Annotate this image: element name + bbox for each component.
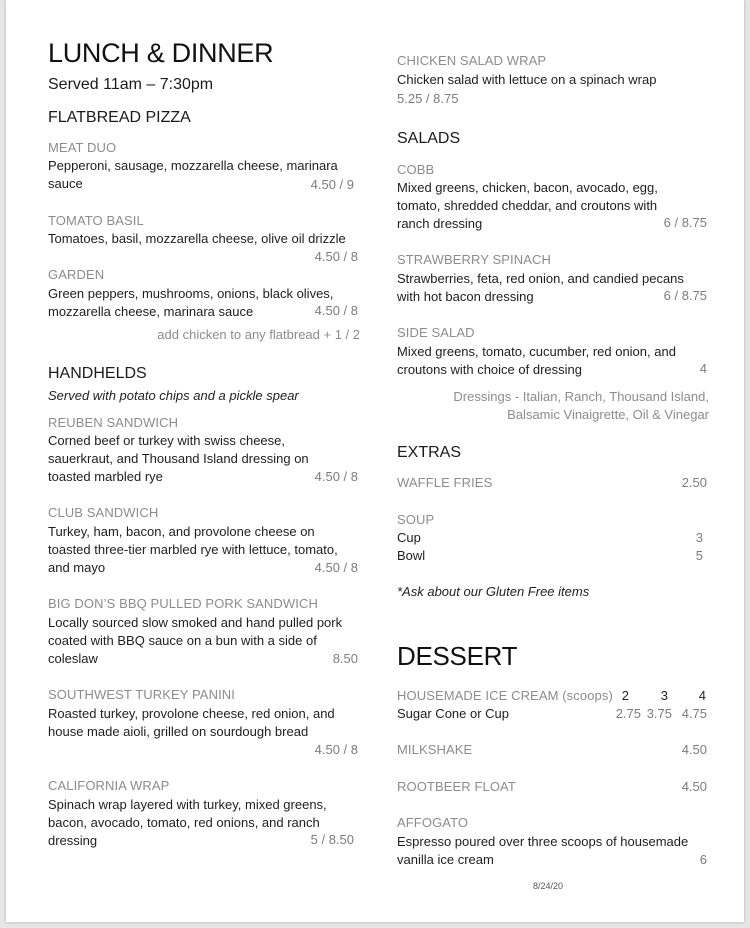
strawberry-desc: Strawberries, feta, red onion, and candied pecans with hot bacon dressing	[397, 271, 684, 304]
dessert-heading: DESSERT	[397, 641, 518, 671]
cobb-price: 6 / 8.75	[663, 215, 707, 230]
rootbeer-price: 4.50	[681, 779, 707, 794]
club-name: CLUB SANDWICH	[48, 505, 159, 520]
tomato-basil-price: 4.50 / 8	[314, 249, 358, 264]
bbq-desc: Locally sourced slow smoked and hand pulled pork coated with BBQ sauce on a bun with a side of coleslaw	[48, 615, 343, 666]
ice-cream-price-2: 2.75	[615, 706, 641, 721]
garden-desc: Green peppers, mushrooms, onions, black olives, mozzarella cheese, marinara sauce	[48, 286, 334, 319]
chicken-wrap-name: CHICKEN SALAD WRAP	[397, 53, 547, 68]
bbq-price: 8.50	[332, 651, 358, 666]
waffle-fries-name: WAFFLE FRIES	[397, 475, 493, 490]
dressings-line-1: Dressings - Italian, Ranch, Thousand Island,	[453, 389, 709, 404]
soup-bowl-price: 5	[695, 548, 703, 563]
soup-name: SOUP	[397, 512, 435, 527]
reuben-price: 4.50 / 8	[314, 469, 358, 484]
menu-date: 8/24/20	[533, 881, 564, 891]
handhelds-heading: HANDHELDS	[48, 365, 147, 382]
panini-price: 4.50 / 8	[314, 742, 358, 757]
reuben-name: REUBEN SANDWICH	[48, 415, 179, 430]
meat-duo-desc: Pepperoni, sausage, mozzarella cheese, marinara sauce	[48, 158, 338, 191]
side-salad-name: SIDE SALAD	[397, 325, 475, 340]
side-salad-price: 4	[699, 361, 707, 376]
affogato-price: 6	[699, 852, 707, 867]
tomato-basil-name: TOMATO BASIL	[48, 213, 144, 228]
dressings-line-2: Balsamic Vinaigrette, Oil & Vinegar	[507, 407, 709, 422]
garden-price: 4.50 / 8	[314, 303, 358, 318]
ice-cream-sub: Sugar Cone or Cup	[397, 706, 510, 721]
waffle-fries-price: 2.50	[681, 475, 707, 490]
california-name: CALIFORNIA WRAP	[48, 778, 170, 793]
garden-name: GARDEN	[48, 267, 105, 282]
cobb-desc: Mixed greens, chicken, bacon, avocado, egg, tomato, shredded cheddar, and croutons with ranch dressing	[397, 180, 658, 231]
add-chicken-note: add chicken to any flatbread + 1 / 2	[157, 327, 360, 342]
bbq-name: BIG DON’S BBQ PULLED PORK SANDWICH	[48, 596, 318, 611]
meat-duo-price: 4.50 / 9	[310, 177, 354, 192]
panini-name: SOUTHWEST TURKEY PANINI	[48, 687, 235, 702]
affogato-name: AFFOGATO	[397, 815, 469, 830]
soup-cup-label: Cup	[397, 530, 421, 545]
ice-cream-scoops-4: 4	[698, 688, 706, 703]
rootbeer-name: ROOTBEER FLOAT	[397, 779, 516, 794]
extras-heading: EXTRAS	[397, 444, 462, 461]
reuben-desc: Corned beef or turkey with swiss cheese, sauerkraut, and Thousand Island dressing on toasted marbled rye	[48, 433, 309, 484]
lunch-dinner-title: LUNCH & DINNER	[48, 38, 274, 68]
panini-desc: Roasted turkey, provolone cheese, red onion, and house made aioli, grilled on sourdough bread	[48, 706, 335, 739]
california-price: 5 / 8.50	[310, 832, 354, 847]
meat-duo-name: MEAT DUO	[48, 140, 117, 155]
ice-cream-scoops-2: 2	[621, 688, 629, 703]
club-price: 4.50 / 8	[314, 560, 358, 575]
soup-bowl-label: Bowl	[397, 548, 426, 563]
soup-cup-price: 3	[695, 530, 703, 545]
gluten-free-note: *Ask about our Gluten Free items	[397, 584, 590, 599]
milkshake-name: MILKSHAKE	[397, 742, 473, 757]
salads-heading: SALADS	[397, 130, 461, 147]
tomato-basil-desc: Tomatoes, basil, mozzarella cheese, olive oil drizzle	[48, 231, 346, 246]
served-hours: Served 11am – 7:30pm	[48, 76, 214, 93]
strawberry-price: 6 / 8.75	[663, 288, 707, 303]
california-desc: Spinach wrap layered with turkey, mixed greens, bacon, avocado, tomato, red onions, and ranch dressing	[48, 797, 327, 848]
cobb-name: COBB	[397, 162, 435, 177]
affogato-desc: Espresso poured over three scoops of housemade vanilla ice cream	[397, 834, 689, 867]
ice-cream-price-4: 4.75	[681, 706, 707, 721]
club-desc: Turkey, ham, bacon, and provolone cheese on toasted three-tier marbled rye with lettuce, tomato, and mayo	[48, 524, 338, 575]
chicken-wrap-price: 5.25 / 8.75	[397, 91, 459, 106]
chicken-wrap-desc: Chicken salad with lettuce on a spinach wrap	[397, 72, 657, 87]
strawberry-name: STRAWBERRY SPINACH	[397, 252, 551, 267]
ice-cream-price-3: 3.75	[646, 706, 672, 721]
handhelds-note: Served with potato chips and a pickle spear	[48, 388, 299, 403]
flatbread-heading: FLATBREAD PIZZA	[48, 109, 191, 126]
menu-sheet	[6, 0, 744, 922]
milkshake-price: 4.50	[681, 742, 707, 757]
ice-cream-name: HOUSEMADE ICE CREAM (scoops)	[397, 688, 613, 703]
ice-cream-scoops-3: 3	[660, 688, 668, 703]
side-salad-desc: Mixed greens, tomato, cucumber, red onion, and croutons with choice of dressing	[397, 344, 676, 377]
